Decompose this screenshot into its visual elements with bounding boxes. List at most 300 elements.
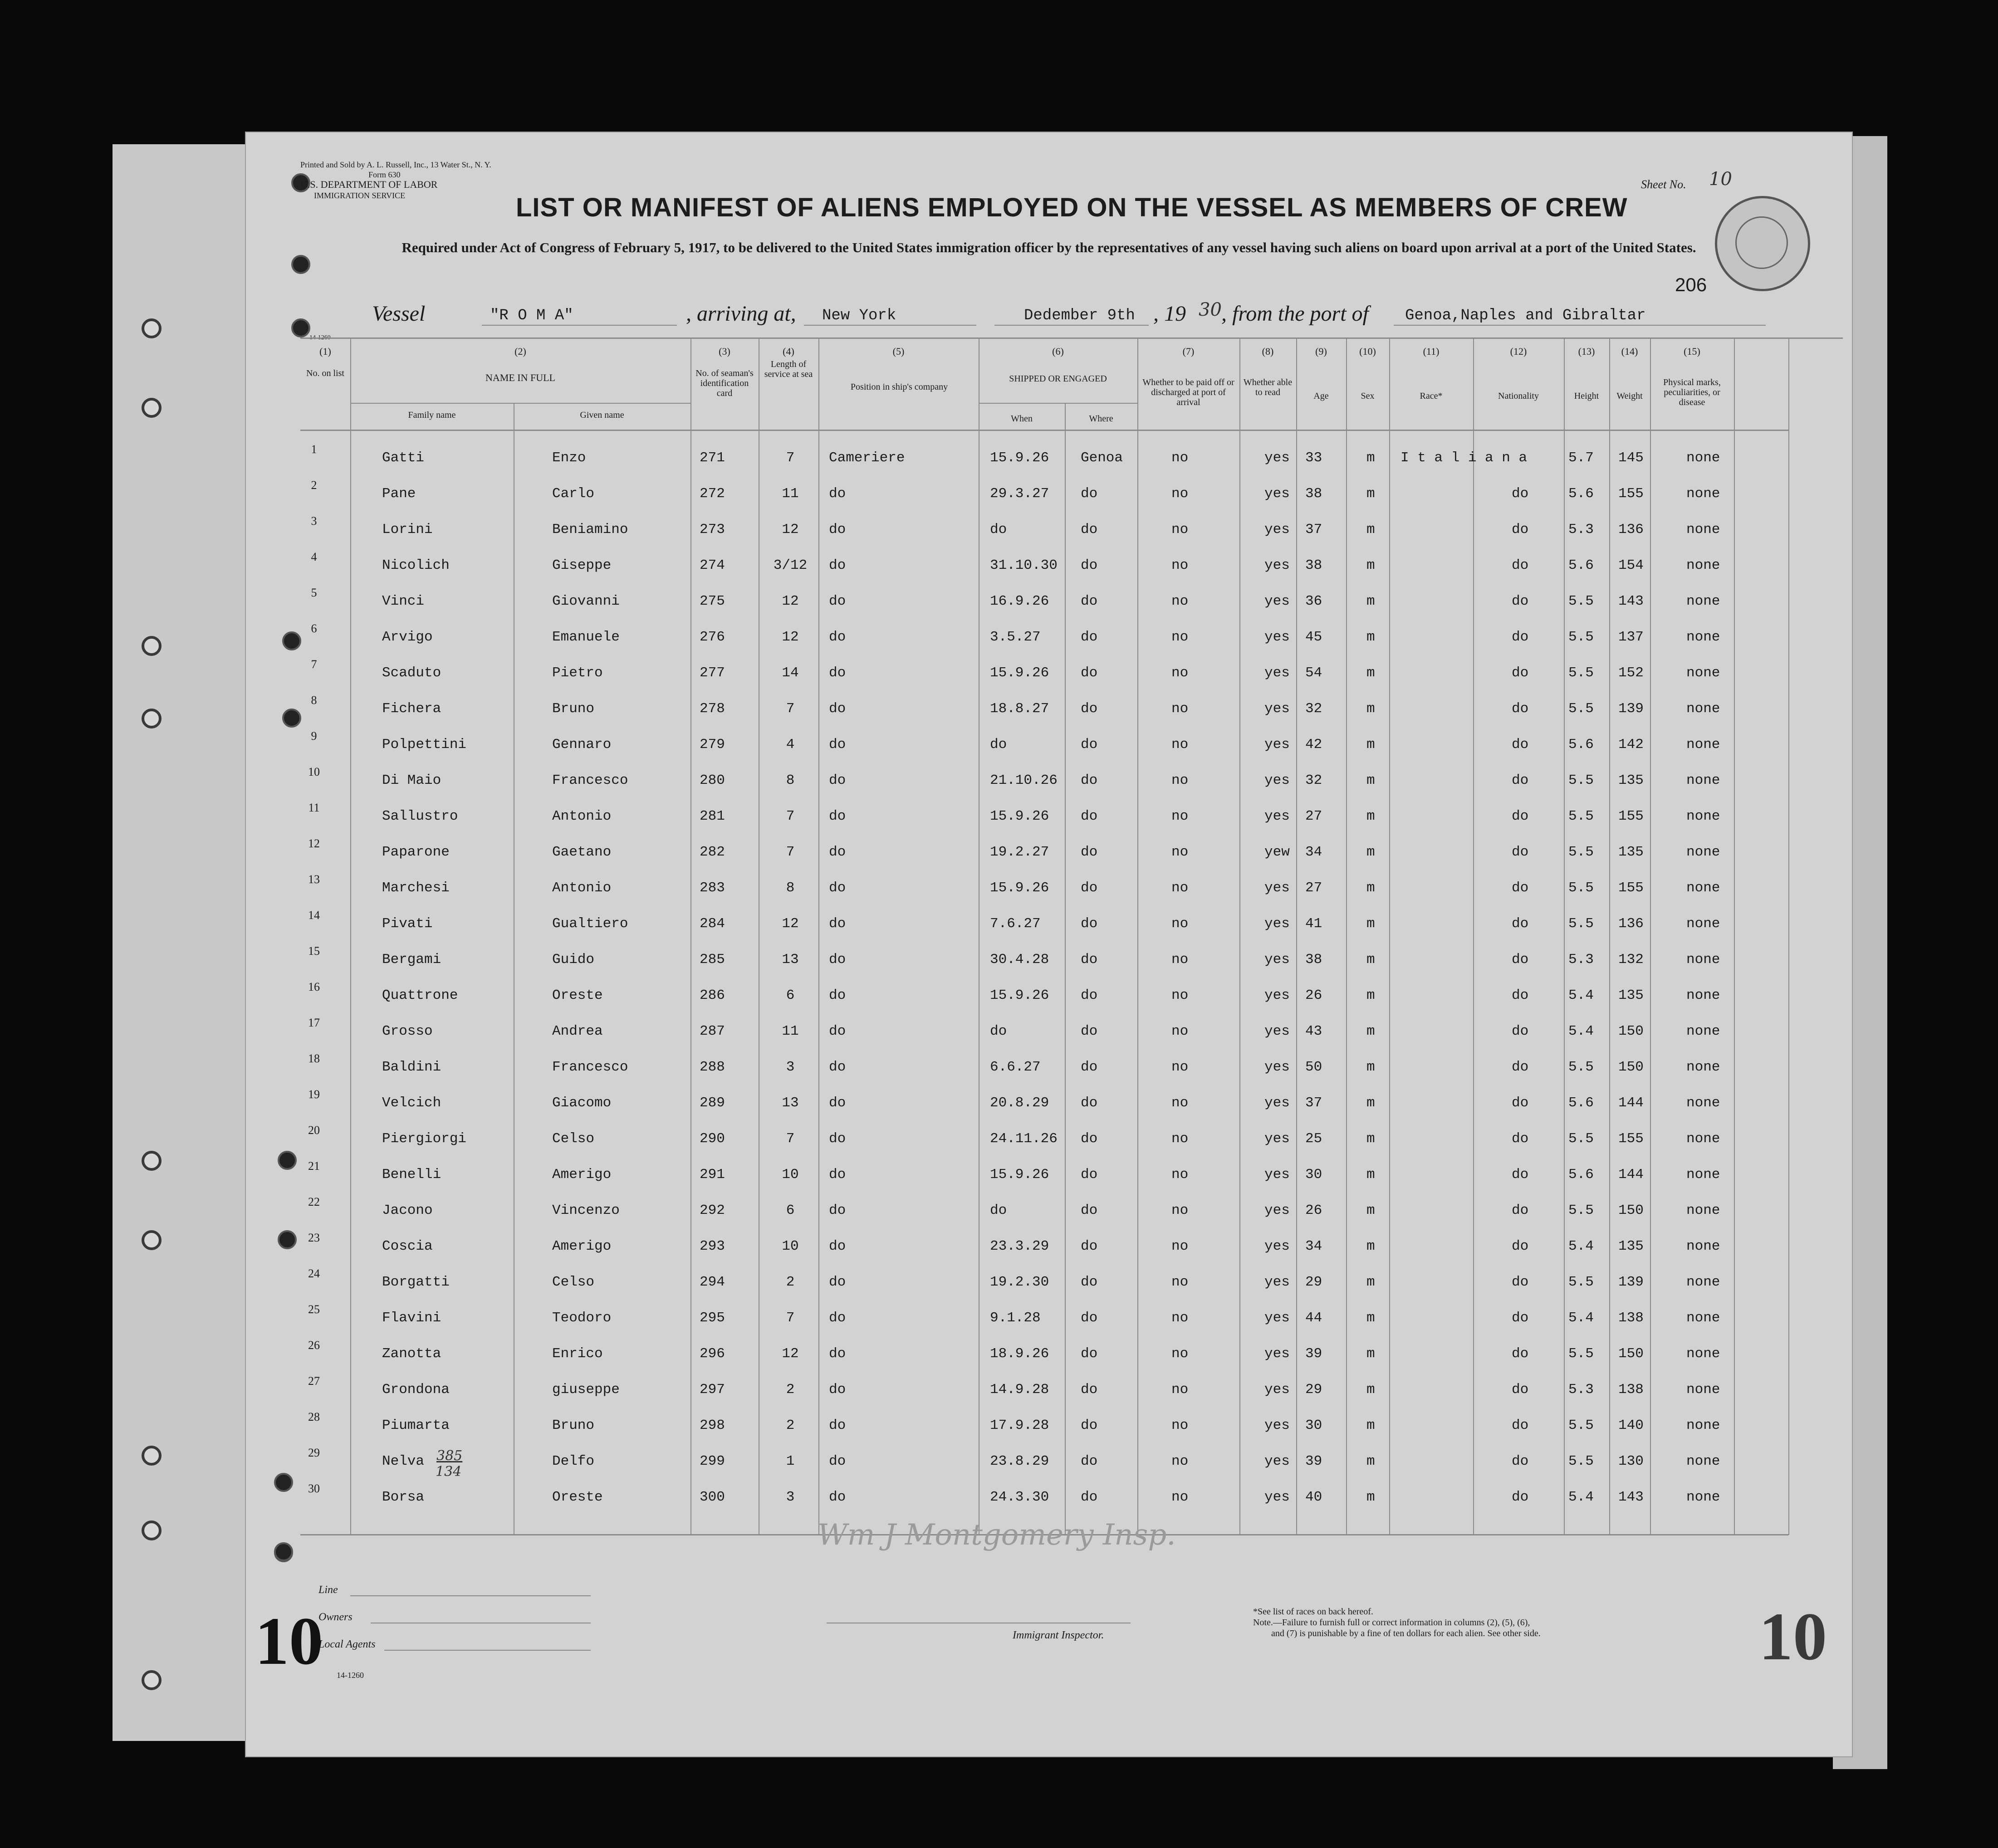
physical-marks: none [1686,988,1720,1003]
weight: 143 [1618,593,1644,609]
header-position: Position in ship's company [850,382,948,392]
card-number: 284 [700,916,725,932]
shipped-when: 15.9.26 [990,988,1049,1003]
card-number: 295 [700,1310,725,1326]
shipped-when: 17.9.28 [990,1418,1049,1433]
height: 5.5 [1568,1059,1594,1075]
given-name: Carlo [552,486,595,502]
height: 5.5 [1568,916,1594,932]
age: 44 [1305,1310,1322,1326]
colnum-13: (13) [1578,346,1595,357]
able-to-read: yes [1264,629,1290,645]
paid-off: no [1171,988,1189,1003]
length-of-service: 3/12 [773,557,808,573]
nationality: do [1512,557,1529,573]
family-name: Fichera [382,701,441,717]
shipped-where: Genoa [1081,450,1123,466]
given-name: Vincenzo [552,1203,620,1218]
position: do [829,629,846,645]
family-name: Piumarta [382,1418,450,1433]
page-title: LIST OR MANIFEST OF ALIENS EMPLOYED ON THE VESSEL AS MEMBERS OF CREW [516,193,1628,222]
row-number: 23 [308,1231,320,1244]
from-port: Genoa,Naples and Gibraltar [1405,307,1646,324]
paid-off: no [1171,880,1189,896]
position: do [829,593,846,609]
row-number: 7 [311,658,317,671]
height: 5.4 [1568,988,1594,1003]
age: 50 [1305,1059,1322,1075]
height: 5.4 [1568,1489,1594,1505]
physical-marks: none [1686,1131,1720,1147]
length-of-service: 8 [786,880,795,896]
shipped-where: do [1081,1489,1098,1505]
able-to-read: yes [1264,737,1290,753]
position: do [829,1453,846,1469]
position: do [829,880,846,896]
row-number: 25 [308,1303,320,1316]
family-name: Sallustro [382,808,458,824]
col-rule [1239,337,1240,1535]
family-name: Pane [382,486,416,502]
binder-ring-icon [142,709,162,728]
age: 41 [1305,916,1322,932]
position: do [829,557,846,573]
row-number: 12 [308,837,320,850]
given-name: Beniamino [552,522,628,538]
card-number: 291 [700,1167,725,1183]
nationality: do [1512,1489,1529,1505]
paid-off: no [1171,1274,1189,1290]
nationality: do [1512,1274,1529,1290]
given-name: Bruno [552,1418,595,1433]
date-underline [994,325,1149,326]
handwritten-fraction-bottom: 134 [436,1464,462,1480]
from-label: , from the port of [1221,302,1369,326]
length-of-service: 12 [782,1346,799,1362]
length-of-service: 1 [786,1453,795,1469]
weight: 130 [1618,1453,1644,1469]
physical-marks: none [1686,880,1720,896]
nationality: do [1512,1059,1529,1075]
sex: m [1366,1131,1375,1147]
shipped-when: 24.11.26 [990,1131,1058,1147]
physical-marks: none [1686,1310,1720,1326]
punch-hole-icon [282,631,301,650]
colnum-8: (8) [1262,346,1274,357]
position: do [829,1238,846,1254]
binder-ring-icon [142,318,162,338]
nationality: do [1512,988,1529,1003]
weight: 132 [1618,952,1644,968]
age: 26 [1305,1203,1322,1218]
nationality: do [1512,844,1529,860]
given-name: Teodoro [552,1310,612,1326]
vessel-underline [482,325,677,326]
paid-off: no [1171,1059,1189,1075]
header-age: Age [1313,391,1329,401]
nationality: do [1512,1095,1529,1111]
shipped-when: 23.3.29 [990,1238,1049,1254]
family-name: Scaduto [382,665,441,681]
card-number: 273 [700,522,725,538]
nationality: do [1512,1203,1529,1218]
card-number: 298 [700,1418,725,1433]
length-of-service: 12 [782,593,799,609]
physical-marks: none [1686,1418,1720,1433]
height: 5.5 [1568,880,1594,896]
physical-marks: none [1686,557,1720,573]
from-port-underline [1394,325,1766,326]
punch-hole-icon [278,1230,297,1249]
given-name: Gaetano [552,844,612,860]
height: 5.5 [1568,1131,1594,1147]
position: do [829,1489,846,1505]
shipped-where: do [1081,1274,1098,1290]
card-number: 293 [700,1238,725,1254]
height: 5.5 [1568,593,1594,609]
shipped-when: 7.6.27 [990,916,1041,932]
paid-off: no [1171,772,1189,788]
paid-off: no [1171,737,1189,753]
height: 5.4 [1568,1310,1594,1326]
paid-off: no [1171,1238,1189,1254]
family-name: Paparone [382,844,450,860]
length-of-service: 14 [782,665,799,681]
binder-ring-icon [142,1230,162,1250]
shipped-when: 15.9.26 [990,450,1049,466]
physical-marks: none [1686,1167,1720,1183]
shipped-where: do [1081,880,1098,896]
weight: 155 [1618,880,1644,896]
age: 39 [1305,1453,1322,1469]
binder-ring-icon [142,398,162,418]
header-where: Where [1089,414,1113,424]
nationality: do [1512,1023,1529,1039]
sex: m [1366,1310,1375,1326]
shipped-when: do [990,1023,1007,1039]
punch-hole-icon [291,255,310,274]
weight: 143 [1618,1489,1644,1505]
position: do [829,1203,846,1218]
shipped-where: do [1081,1203,1098,1218]
able-to-read: yes [1264,1274,1290,1290]
nationality: do [1512,916,1529,932]
position: do [829,1310,846,1326]
able-to-read: yes [1264,880,1290,896]
row-number: 13 [308,873,320,886]
col-rule [1650,337,1651,1535]
nationality: do [1512,665,1529,681]
row-number: 16 [308,980,320,993]
shipped-when: 16.9.26 [990,593,1049,609]
family-name: Vinci [382,593,425,609]
card-number: 282 [700,844,725,860]
able-to-read: yes [1264,701,1290,717]
row-number: 6 [311,622,317,635]
length-of-service: 4 [786,737,795,753]
physical-marks: none [1686,1095,1720,1111]
given-name: Oreste [552,1489,603,1505]
weight: 144 [1618,1095,1644,1111]
shipped-where: do [1081,1059,1098,1075]
colnum-10: (10) [1359,346,1376,357]
header-read: Whether able to read [1243,377,1293,397]
able-to-read: yes [1264,1131,1290,1147]
sex: m [1366,1382,1375,1398]
age: 36 [1305,593,1322,609]
family-name: Benelli [382,1167,441,1183]
colnum-1: (1) [319,346,331,357]
sex: m [1366,1489,1375,1505]
footer-line-label: Line [318,1584,338,1596]
binder-ring-icon [142,1520,162,1540]
shipped-where: do [1081,1453,1098,1469]
given-name: Andrea [552,1023,603,1039]
length-of-service: 12 [782,916,799,932]
card-number: 281 [700,808,725,824]
able-to-read: yes [1264,1095,1290,1111]
punch-hole-icon [274,1542,293,1561]
punch-hole-icon [282,709,301,728]
binder-ring-icon [142,1670,162,1690]
shipped-where: do [1081,1023,1098,1039]
weight: 136 [1618,916,1644,932]
sex: m [1366,1238,1375,1254]
height: 5.6 [1568,1095,1594,1111]
position: do [829,916,846,932]
binder-ring-icon [142,1446,162,1466]
row-number: 15 [308,944,320,958]
given-name: Celso [552,1274,595,1290]
nationality: do [1512,522,1529,538]
position: do [829,486,846,502]
weight: 140 [1618,1418,1644,1433]
age: 38 [1305,557,1322,573]
length-of-service: 6 [786,1203,795,1218]
weight: 145 [1618,450,1644,466]
length-of-service: 7 [786,808,795,824]
nationality: do [1512,629,1529,645]
able-to-read: yes [1264,1418,1290,1433]
sex: m [1366,880,1375,896]
height: 5.5 [1568,701,1594,717]
given-name: Delfo [552,1453,595,1469]
col-rule [350,337,351,1535]
card-number: 287 [700,1023,725,1039]
height: 5.5 [1568,1274,1594,1290]
row-number: 17 [308,1016,320,1029]
service-name: IMMIGRATION SERVICE [314,191,406,200]
row-number: 26 [308,1339,320,1352]
card-number: 290 [700,1131,725,1147]
card-number: 297 [700,1382,725,1398]
nationality: do [1512,952,1529,968]
able-to-read: yes [1264,486,1290,502]
sex: m [1366,737,1375,753]
able-to-read: yes [1264,1059,1290,1075]
able-to-read: yes [1264,665,1290,681]
height: 5.4 [1568,1238,1594,1254]
position: do [829,1059,846,1075]
colnum-3: (3) [719,346,730,357]
header-name: NAME IN FULL [485,372,555,383]
age: 38 [1305,952,1322,968]
shipped-when: 19.2.30 [990,1274,1049,1290]
row-number: 29 [308,1446,320,1459]
paid-off: no [1171,522,1189,538]
row-number: 28 [308,1410,320,1423]
table-top-rule [300,337,1843,339]
colnum-7: (7) [1182,346,1195,357]
given-name: Amerigo [552,1167,612,1183]
physical-marks: none [1686,916,1720,932]
form-number: Form 630 [368,170,401,179]
physical-marks: none [1686,450,1720,466]
col-rule [1137,337,1138,1535]
able-to-read: yes [1264,1238,1290,1254]
shipped-where: do [1081,1238,1098,1254]
position: do [829,1382,846,1398]
sex: m [1366,665,1375,681]
row-number: 4 [311,550,317,563]
paid-off: no [1171,1095,1189,1111]
length-of-service: 2 [786,1382,795,1398]
shipped-where: do [1081,772,1098,788]
nationality: do [1512,772,1529,788]
colnum-5: (5) [892,346,905,357]
card-number: 300 [700,1489,725,1505]
punch-hole-icon [291,318,310,337]
inspector-signature: Wm J Montgomery Insp. [818,1518,1176,1552]
given-name: Antonio [552,880,612,896]
sex: m [1366,988,1375,1003]
sex: m [1366,1023,1375,1039]
position: do [829,808,846,824]
family-name: Coscia [382,1238,433,1254]
nationality: do [1512,1131,1529,1147]
row-number: 14 [308,909,320,922]
row-number: 3 [311,514,317,528]
given-name: Oreste [552,988,603,1003]
col-rule [690,337,691,1535]
row-number: 10 [308,765,320,778]
header-family: Family name [408,410,456,420]
vessel-label: Vessel [372,302,426,326]
position: do [829,1418,846,1433]
weight: 135 [1618,772,1644,788]
given-name: Giovanni [552,593,620,609]
age: 39 [1305,1346,1322,1362]
card-number: 279 [700,737,725,753]
height: 5.5 [1568,844,1594,860]
nationality: do [1512,737,1529,753]
able-to-read: yes [1264,1346,1290,1362]
col-rule [1564,337,1565,1535]
col-rule [1788,337,1789,1535]
nationality: do [1512,1167,1529,1183]
weight: 154 [1618,557,1644,573]
header-paid: Whether to be paid off or discharged at port of arrival [1142,377,1234,407]
height: 5.6 [1568,737,1594,753]
card-number: 289 [700,1095,725,1111]
physical-marks: none [1686,1059,1720,1075]
family-name: Marchesi [382,880,450,896]
shipped-when: do [990,522,1007,538]
card-number: 274 [700,557,725,573]
given-name: giuseppe [552,1382,620,1398]
paid-off: no [1171,593,1189,609]
length-of-service: 3 [786,1489,795,1505]
shipped-where: do [1081,808,1098,824]
shipped-where: do [1081,593,1098,609]
able-to-read: yes [1264,808,1290,824]
header-shipped: SHIPPED OR ENGAGED [1009,374,1107,384]
length-of-service: 12 [782,629,799,645]
family-name: Grosso [382,1023,433,1039]
card-number: 292 [700,1203,725,1218]
nationality: do [1512,1238,1529,1254]
shipped-when: 23.8.29 [990,1453,1049,1469]
sex: m [1366,1203,1375,1218]
physical-marks: none [1686,1274,1720,1290]
shipped-where: do [1081,522,1098,538]
length-of-service: 12 [782,522,799,538]
sex: m [1366,1095,1375,1111]
binder-ring-icon [142,636,162,656]
weight: 135 [1618,1238,1644,1254]
sex: m [1366,1274,1375,1290]
card-number: 277 [700,665,725,681]
able-to-read: yes [1264,450,1290,466]
vessel-name: "R O M A" [490,307,573,324]
position: do [829,701,846,717]
sex: m [1366,916,1375,932]
position: do [829,1023,846,1039]
able-to-read: yes [1264,988,1290,1003]
paid-off: no [1171,1382,1189,1398]
sex: m [1366,593,1375,609]
colnum-11: (11) [1423,346,1440,357]
paid-off: no [1171,629,1189,645]
height: 5.3 [1568,1382,1594,1398]
shipped-when: 15.9.26 [990,665,1049,681]
paid-off: no [1171,1489,1189,1505]
paid-off: no [1171,1453,1189,1469]
height: 5.3 [1568,952,1594,968]
sex: m [1366,1418,1375,1433]
shipped-where: do [1081,988,1098,1003]
sex: m [1366,952,1375,968]
given-name: Giseppe [552,557,612,573]
sex: m [1366,629,1375,645]
paid-off: no [1171,808,1189,824]
height: 5.6 [1568,1167,1594,1183]
row-number: 1 [311,443,317,456]
weight: 136 [1618,522,1644,538]
row-number: 18 [308,1052,320,1065]
paid-off: no [1171,1131,1189,1147]
position: Cameriere [829,450,905,466]
colnum-12: (12) [1510,346,1527,357]
header-length: Length of service at sea [764,359,813,379]
nationality: do [1512,701,1529,717]
family-name: Arvigo [382,629,433,645]
given-name: Enzo [552,450,586,466]
age: 34 [1305,1238,1322,1254]
card-number: 294 [700,1274,725,1290]
col-rule [1734,337,1735,1535]
physical-marks: none [1686,701,1720,717]
